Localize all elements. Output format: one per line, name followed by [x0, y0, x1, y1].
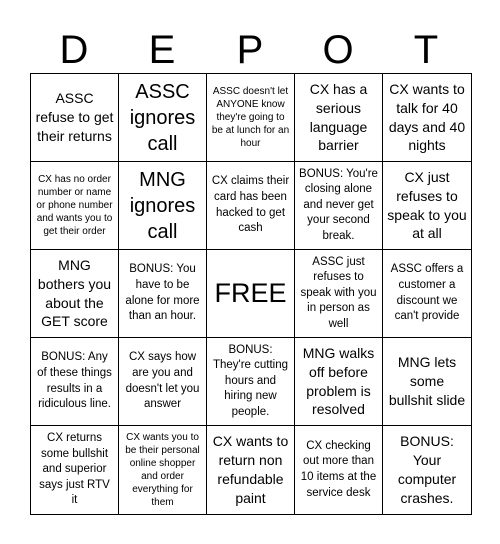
bingo-cell[interactable]: CX returns some bullshit and superior says just RTV it	[31, 426, 119, 514]
bingo-cell[interactable]: ASSC ignores call	[119, 74, 207, 162]
bingo-cell[interactable]: CX has a serious language barrier	[295, 74, 383, 162]
bingo-cell[interactable]: CX has no order number or name or phone number and wants you to get their order	[31, 162, 119, 250]
title-letter-t: T	[413, 28, 439, 72]
bingo-cell[interactable]: MNG ignores call	[119, 162, 207, 250]
title-letter-o: O	[322, 28, 354, 72]
bingo-cell[interactable]: BONUS: Your computer crashes.	[397, 433, 457, 506]
bingo-cell[interactable]: ASSC refuse to get their returns	[31, 74, 119, 162]
bingo-cell[interactable]: CX says how are you and doesn't let you answer	[119, 338, 207, 426]
bingo-board	[30, 73, 472, 515]
bingo-cell[interactable]: CX claims their card has been hacked to get cash	[207, 162, 295, 250]
bingo-cell[interactable]: CX wants to return non refundable paint	[207, 426, 295, 514]
bingo-cell[interactable]: MNG bothers you about the GET score	[31, 250, 119, 338]
bingo-cell[interactable]: BONUS: They're cutting hours and hiring new people.	[207, 338, 295, 426]
bingo-cell[interactable]: MNG walks off before problem is resolved	[295, 338, 383, 426]
bingo-cell[interactable]: ASSC doesn't let ANYONE know they're going to be at lunch for an hour	[207, 74, 295, 162]
title-letter-d: D	[59, 28, 89, 72]
bingo-cell[interactable]: BONUS: You have to be alone for more than an hour.	[119, 250, 207, 338]
bingo-cell[interactable]: CX checking out more than 10 items at the service desk	[295, 426, 383, 514]
free-space[interactable]: FREE	[207, 250, 295, 338]
title-letter-e: E	[148, 28, 176, 72]
bingo-cell[interactable]: CX just refuses to speak to you at all	[383, 162, 471, 250]
bingo-cell[interactable]: CX wants you to be their personal online shopper and order everything for them	[119, 426, 207, 514]
bingo-cell[interactable]: BONUS: Any of these things results in a ridiculous line.	[31, 338, 119, 426]
title-letter-p: P	[236, 28, 264, 72]
bingo-cell[interactable]: MNG lets some bullshit slide	[383, 338, 471, 426]
bingo-cell[interactable]: ASSC just refuses to speak with you in person as well	[295, 250, 383, 338]
bingo-cell[interactable]: BONUS: You're closing alone and never get your second break.	[295, 162, 383, 250]
bingo-cell[interactable]: ASSC offers a customer a discount we can't provide	[383, 250, 471, 338]
bingo-cell[interactable]: CX wants to talk for 40 days and 40 nights	[383, 74, 471, 162]
bingo-title	[30, 28, 470, 72]
